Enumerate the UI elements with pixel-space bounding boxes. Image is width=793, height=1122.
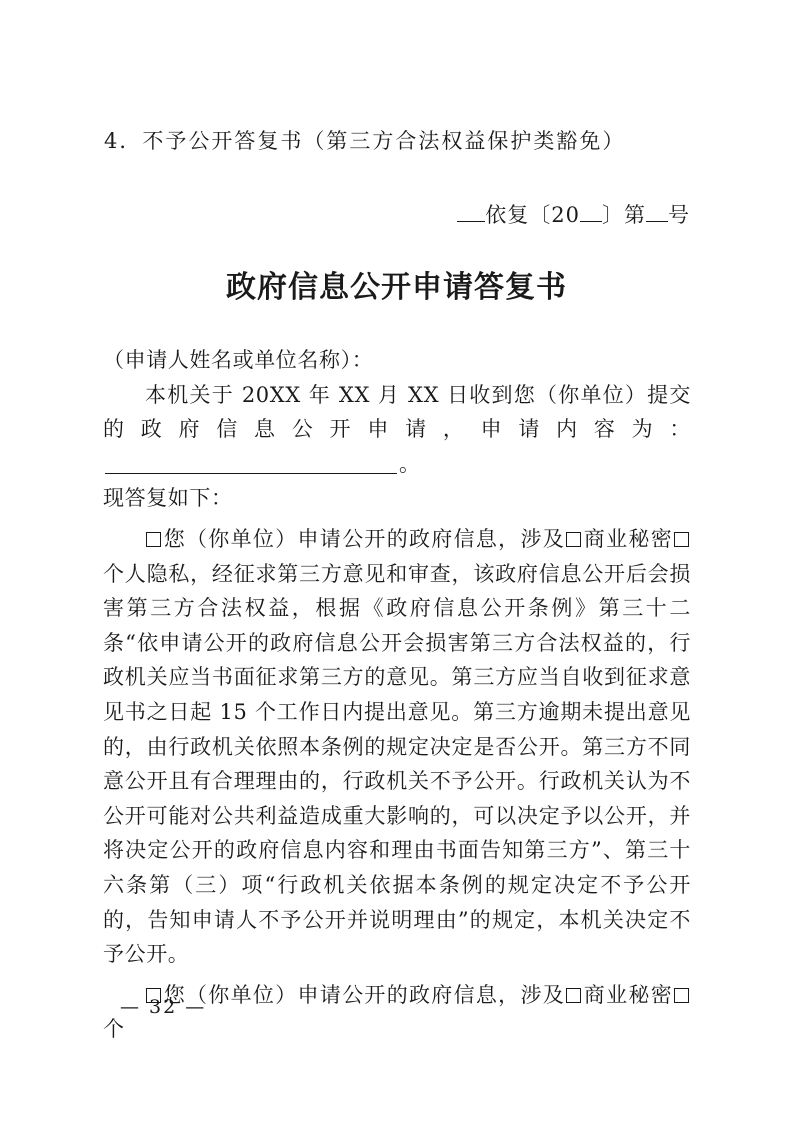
paragraph-body: 个	[103, 1017, 125, 1042]
intro-end: 。	[399, 451, 421, 476]
request-content-line[interactable]	[105, 453, 397, 474]
salutation: （申请人姓名或单位名称）：	[103, 348, 374, 372]
paragraph-body: 个人隐私，经征求第三方意见和审查，该政府信息公开后会损害第三方合法权益，根据《政府信息公开条例》第三十二条“依申请公开的政府信息公开会损害第三方合法权益的，行政机关应当书面征求第三方的意见。第三方应当自收到征求意见书之日起 15 个工作日内提出意见。第三方逾期未提出意见的，由行政机关依照本条例的规定决定是否公开。第三方不同意公开且有合理理由的，行政机关不予公开。行政机关认为不公开可能对公共利益造成重大影响的，可以决定予以公开，并将决定公开的政府信息内容和理由书面告知第三方”、第三十六条第（三）项“行政机关依据本条例的规定决定不予公开的，告知申请人不予公开并说明理由”的规定，本机关决定不予公开。	[103, 561, 691, 967]
doc-number-blank-prefix[interactable]	[457, 203, 485, 222]
intro-paragraph	[103, 378, 691, 482]
intro-text: 本机关于 20XX 年 XX 月 XX 日收到您（你单位）提交的政府信息公开申请，申请内容为：	[103, 382, 691, 442]
doc-number-blank-year[interactable]	[580, 203, 602, 222]
body-text	[103, 343, 691, 1047]
doc-number-part1: 依复〔20	[485, 203, 580, 227]
option-paragraph-1	[103, 522, 691, 972]
trade-secret-label: 商业秘密	[583, 526, 673, 551]
trade-secret-checkbox[interactable]	[566, 532, 581, 547]
trade-secret-label: 商业秘密	[583, 982, 673, 1007]
option-checkbox[interactable]	[146, 532, 161, 547]
doc-number-part3: 号	[668, 203, 690, 227]
page-number: — 32 —	[120, 996, 207, 1018]
doc-number-blank-serial[interactable]	[646, 203, 668, 222]
doc-number	[457, 199, 690, 229]
personal-privacy-checkbox[interactable]	[674, 532, 689, 547]
personal-privacy-checkbox[interactable]	[674, 988, 689, 1003]
document-title: 政府信息公开申请答复书	[226, 270, 567, 305]
trade-secret-checkbox[interactable]	[566, 988, 581, 1003]
section-heading: 4．不予公开答复书（第三方合法权益保护类豁免）	[104, 129, 626, 153]
option-text: 您（你单位）申请公开的政府信息，涉及	[163, 526, 566, 551]
doc-number-part2: 〕第	[602, 203, 646, 227]
reply-lead: 现答复如下：	[103, 486, 233, 511]
option-text: 您（你单位）申请公开的政府信息，涉及	[163, 982, 566, 1007]
